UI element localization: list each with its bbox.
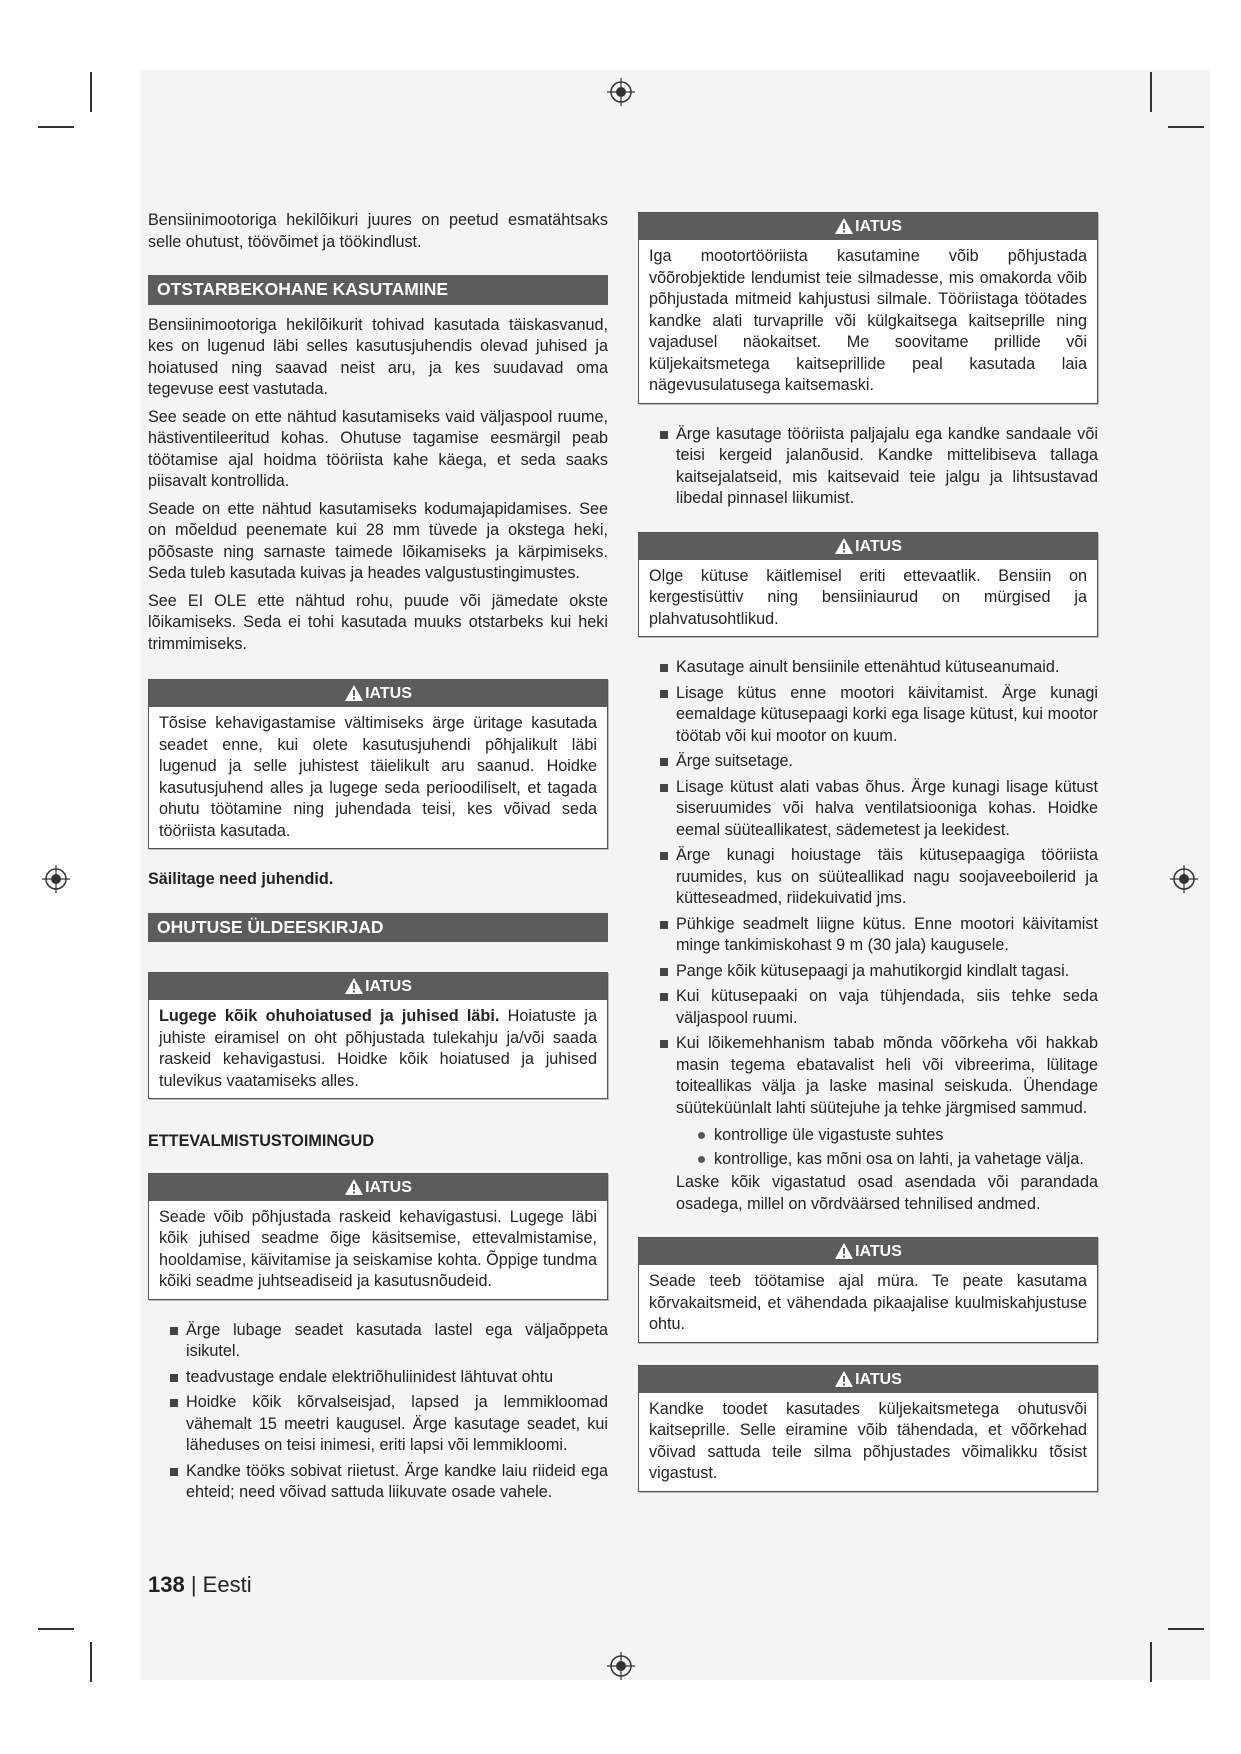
warning-text: Kandke toodet kasutades küljekaitsmetega ohutusvõi kaitseprille. Selle eiramine võib tähendada, et võõrkehad võivad sattuda teile silma põhjustades võimalikku tõsist vigastust. <box>649 1399 1087 1482</box>
warning-triangle-icon <box>834 1242 854 1260</box>
list-item <box>168 1367 608 1389</box>
crop-mark <box>1168 1628 1204 1630</box>
warning-box <box>638 532 1098 638</box>
crop-mark <box>38 126 74 128</box>
list-item <box>696 1149 1098 1171</box>
list-item <box>658 683 1098 748</box>
warning-title: IATUS <box>855 537 902 555</box>
bullet-square-icon <box>660 921 668 929</box>
crop-mark <box>90 1642 92 1682</box>
paragraph: See seade on ette nähtud kasutamiseks vaid väljaspool ruume, hästiventileeritud kohas. Ohutuse tagamise eesmärgil peab töötamise ajal hoidma tööriista kahe käega, et seda saaks piisavalt kontrollida. <box>148 407 608 490</box>
bullet-square-icon <box>170 1374 178 1382</box>
list-item <box>658 751 1098 773</box>
section-heading-general-safety: OHUTUSE ÜLDEESKIRJAD <box>148 913 608 943</box>
warning-box <box>638 1365 1098 1492</box>
bullet-dot-icon <box>698 1156 705 1163</box>
warning-text <box>149 1000 607 1098</box>
footer-separator: | <box>184 1572 203 1597</box>
warning-triangle-icon <box>834 217 854 235</box>
page-footer <box>148 1572 252 1598</box>
list-item <box>658 1033 1098 1119</box>
warning-header <box>639 1238 1097 1265</box>
crop-mark <box>1150 1642 1152 1682</box>
list-item <box>658 777 1098 842</box>
bullet-square-icon <box>170 1399 178 1407</box>
warning-title: IATUS <box>855 218 902 235</box>
paragraph: Seade on ette nähtud kasutamiseks kodumajapidamises. See on mõeldud peenemate kui 28 mm tüvede ja okstega heki, põõsaste ning sarnaste taimede lõikamiseks ja kärpimiseks. Seda tuleb kasutada kuivas ja heades valgustustingimustes. <box>148 499 608 582</box>
list-item <box>168 1461 608 1504</box>
warning-triangle-icon <box>834 1370 854 1388</box>
warning-triangle-icon <box>344 977 364 995</box>
footer-language: Eesti <box>202 1572 252 1597</box>
paragraph: See EI OLE ette nähtud rohu, puude või jämedate okste lõikamiseks. Seda ei tohi kasutada muuks otstarbeks kui heki trimmimiseks. <box>148 591 608 653</box>
bullet-square-icon <box>660 784 668 792</box>
paragraph: Laske kõik vigastatud osad asendada või parandada osadega, millel on võrdväärsed tehnilised andmed. <box>676 1173 1098 1213</box>
bullet-dot-icon <box>698 1132 705 1139</box>
list-item <box>658 914 1098 957</box>
list-item <box>658 986 1098 1029</box>
warning-header <box>149 973 607 1000</box>
footwear-bullet-list <box>638 424 1098 510</box>
bullet-square-icon <box>660 968 668 976</box>
bullet-square-icon <box>170 1327 178 1335</box>
registration-mark-icon <box>607 78 635 106</box>
paragraph: Bensiinimootoriga hekilõikurit tohivad kasutada täiskasvanud, kes on lugenud läbi selles kasutusjuhendis olevad juhised ja hoiatused ning saavad neist aru, ja kes suudavad oma tegevuse eest vastutada. <box>148 315 608 398</box>
bullet-square-icon <box>660 664 668 672</box>
warning-header <box>149 680 607 707</box>
warning-title: IATUS <box>365 1178 412 1196</box>
list-item-text: kontrollige üle vigastuste suhtes <box>714 1126 944 1144</box>
inspection-dot-list <box>638 1125 1098 1170</box>
warning-header <box>639 213 1097 240</box>
warning-header <box>639 533 1097 560</box>
bullet-square-icon <box>170 1468 178 1476</box>
keep-instructions-note: Säilitage need juhendid. <box>148 870 334 888</box>
list-item <box>658 657 1098 679</box>
list-item-text: teadvustage endale elektriõhuliinidest lähtuvat ohtu <box>186 1367 554 1386</box>
warning-title: IATUS <box>365 685 412 702</box>
warning-triangle-icon <box>344 684 364 702</box>
registration-mark-icon <box>42 865 70 893</box>
warning-title: IATUS <box>365 978 412 995</box>
list-item-text: Kui lõikemehhanism tabab mõnda võõrkeha või hakkab masin tegema ebatavalist heli või vibreerima, lülitage toiteallikas välja ja laske masinal seiskuda. Ühendage süüteküünlalt lahti süütejuhe ja tehke järgmised sammud. <box>676 1034 1098 1117</box>
warning-box <box>638 1237 1098 1343</box>
warning-header <box>639 1366 1097 1393</box>
warning-text: Seade teeb töötamise ajal müra. Te peate kasutama kõrvakaitsmeid, et vähendada pikaajalise kuulmiskahjustuse ohtu. <box>649 1272 1087 1333</box>
bullet-square-icon <box>660 852 668 860</box>
list-item-text: Kandke tööks sobivat riietust. Ärge kandke laiu riideid ega ehteid; need võivad sattuda liikuvate osade vahele. <box>186 1461 608 1501</box>
warning-text: Olge kütuse käitlemisel eriti ettevaatlik. Bensiin on kergestisüttiv ning bensiiniaurud on mürgised ja plahvatusohtlikud. <box>649 566 1087 628</box>
list-item-text: Lisage kütust alati vabas õhus. Ärge kunagi lisage kütust siseruumides või halva ventilatsiooniga kohas. Hoidke eemal süüteallikatest, sädemetest ja leekidest. <box>676 777 1098 839</box>
bullet-square-icon <box>660 993 668 1001</box>
warning-bold-text: Lugege kõik ohuhoiatused ja juhised läbi. <box>159 1007 500 1025</box>
warning-title: IATUS <box>855 1243 902 1260</box>
warning-box <box>148 1173 608 1300</box>
list-item-text: Pange kõik kütusepaagi ja mahutikorgid kindlalt tagasi. <box>676 961 1070 980</box>
warning-box <box>148 679 608 849</box>
crop-mark <box>90 72 92 112</box>
left-column <box>148 210 608 1510</box>
list-item-text: Kasutage ainult bensiinile ettenähtud kütuseanumaid. <box>676 658 1060 676</box>
list-item <box>658 961 1098 983</box>
warning-text: Seade võib põhjustada raskeid kehavigastusi. Lugege läbi kõik juhised seadme õige käsitsemise, ettevalmistamise, hooldamise, käivitamise ja seiskamise kohta. Õppige tundma kõiki seadme juhtseadiseid ja kasutusnõudeid. <box>159 1207 597 1290</box>
list-item-text: Kui kütusepaaki on vaja tühjendada, siis tehke seda väljaspool ruumi. <box>676 987 1098 1027</box>
warning-header <box>149 1174 607 1201</box>
page-number: 138 <box>148 1572 185 1597</box>
warning-box <box>148 972 608 1099</box>
list-item-text: Pühkige seadmelt liigne kütus. Enne mootori käivitamist minge tankimiskohast 9 m (30 jala) kaugusele. <box>676 914 1098 954</box>
list-item-text: Lisage kütus enne mootori käivitamist. Ärge kunagi eemaldage kütusepaagi korki ega lisage kütust, kui mootor töötab või kui mootor on kuum. <box>676 683 1098 745</box>
registration-mark-icon <box>1170 865 1198 893</box>
warning-box <box>638 212 1098 404</box>
right-column <box>638 190 1098 1512</box>
bullet-square-icon <box>660 690 668 698</box>
warning-regular-text: Hoiatuste ja juhiste eiramisel on oht põhjustada tulekahju ja/või saada raskeid kehavigastusi. Hoidke kõik hoiatused ja juhised tulevikus vaatamiseks alles. <box>159 1007 597 1090</box>
list-item-text: Ärge suitsetage. <box>676 752 793 770</box>
registration-mark-icon <box>607 1652 635 1680</box>
subsection-heading-preparation: ETTEVALMISTUSTOIMINGUD <box>148 1132 375 1150</box>
list-item <box>168 1320 608 1363</box>
section-heading-intended-use: OTSTARBEKOHANE KASUTAMINE <box>148 275 608 305</box>
preparation-bullet-list <box>148 1320 608 1504</box>
warning-text: Tõsise kehavigastamise vältimiseks ärge üritage kasutada seadet enne, kui olete kasutusjuhendi põhjalikult läbi lugenud ja selle juhistest täielikult aru saanud. Hoidke kasutusjuhend alles ja lugege seda perioodiliselt, et tagada ohutu töötamine ning juhendada teisi, kes võivad seda tööriista kasutada. <box>159 714 597 840</box>
list-item <box>696 1125 1098 1147</box>
warning-title: IATUS <box>855 1370 902 1388</box>
list-item-text: Hoidke kõik kõrvalseisjad, lapsed ja lemmikloomad vähemalt 15 meetri kaugusel. Ärge kasutage seadet, kui läheduses on teisi inimesi, eriti lapsi või lemmikloomi. <box>186 1393 608 1454</box>
list-item <box>168 1392 608 1457</box>
list-item <box>658 845 1098 910</box>
crop-mark <box>1168 126 1204 128</box>
list-item-text: kontrollige, kas mõni osa on lahti, ja vahetage välja. <box>714 1149 1084 1168</box>
warning-triangle-icon <box>344 1178 364 1196</box>
warning-text: Iga mootortööriista kasutamine võib põhjustada võõrobjektide lendumist teie silmadesse, mis omakorda võib põhjustada mitmeid kahjustusi silmale. Tööriistaga töötades kandke alati turvaprille või külgkaitsega kaitseprille ning vajadusel näokaitset. Me soovitame prillide või küljekaitsmetega kaitseprillide peal kasutada laia nägevusulatusega kaitsemaski. <box>649 247 1087 394</box>
fuel-bullet-list <box>638 657 1098 1119</box>
list-item <box>658 424 1098 510</box>
list-item-text: Ärge lubage seadet kasutada lastel ega väljaõppeta isikutel. <box>186 1320 608 1360</box>
bullet-square-icon <box>660 758 668 766</box>
list-item-text: Ärge kunagi hoiustage täis kütusepaagiga tööriista ruumides, kus on süüteallikad nagu soojaveeboilerid ja kütteseadmed, riidekuivatid jms. <box>676 846 1098 907</box>
list-item-text: Ärge kasutage tööriista paljajalu ega kandke sandaale või teisi kergeid jalanõusid. Kandke mittelibiseva tallaga kaitsejalatseid, mis kaitsevaid teie jalgu ja lihtsustavad libedal pinnasel liikumist. <box>676 424 1098 507</box>
crop-mark <box>1150 72 1152 112</box>
intro-paragraph: Bensiinimootoriga hekilõikuri juures on peetud esmatähtsaks selle ohutust, töövõimet ja töökindlust. <box>148 211 608 251</box>
bullet-square-icon <box>660 1040 668 1048</box>
warning-triangle-icon <box>834 537 854 555</box>
bullet-square-icon <box>660 431 668 439</box>
crop-mark <box>38 1628 74 1630</box>
